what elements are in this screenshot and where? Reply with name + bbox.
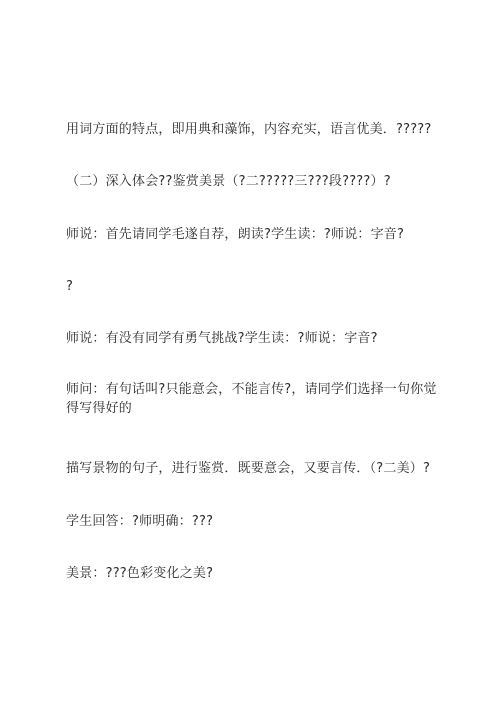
text-line-8: 描写景物的句子，进行鉴赏．既要意会，又要言传．（?二美）? xyxy=(66,461,431,476)
section-heading: （二）深入体会??鉴赏美景（?二?????三???段????）? xyxy=(66,174,391,189)
text-line-4: ? xyxy=(66,279,74,294)
text-line-7: 得写得好的 xyxy=(66,401,133,416)
text-line-9: 学生回答：?师明确：??? xyxy=(66,514,214,529)
text-line-3: 师说：首先请同学毛遂自荐，朗读?学生读：?师说：字音? xyxy=(66,227,405,242)
text-line-5: 师说：有没有同学有勇气挑战?学生读：?师说：字音? xyxy=(66,331,378,346)
text-line-10: 美景：???色彩变化之美? xyxy=(66,566,214,581)
text-line-6: 师问：有句话叫?只能意会，不能言传?，请同学们选择一句你觉 xyxy=(66,382,437,397)
text-line-1: 用词方面的特点，即用典和藻饰，内容充实，语言优美．????? xyxy=(66,122,432,137)
